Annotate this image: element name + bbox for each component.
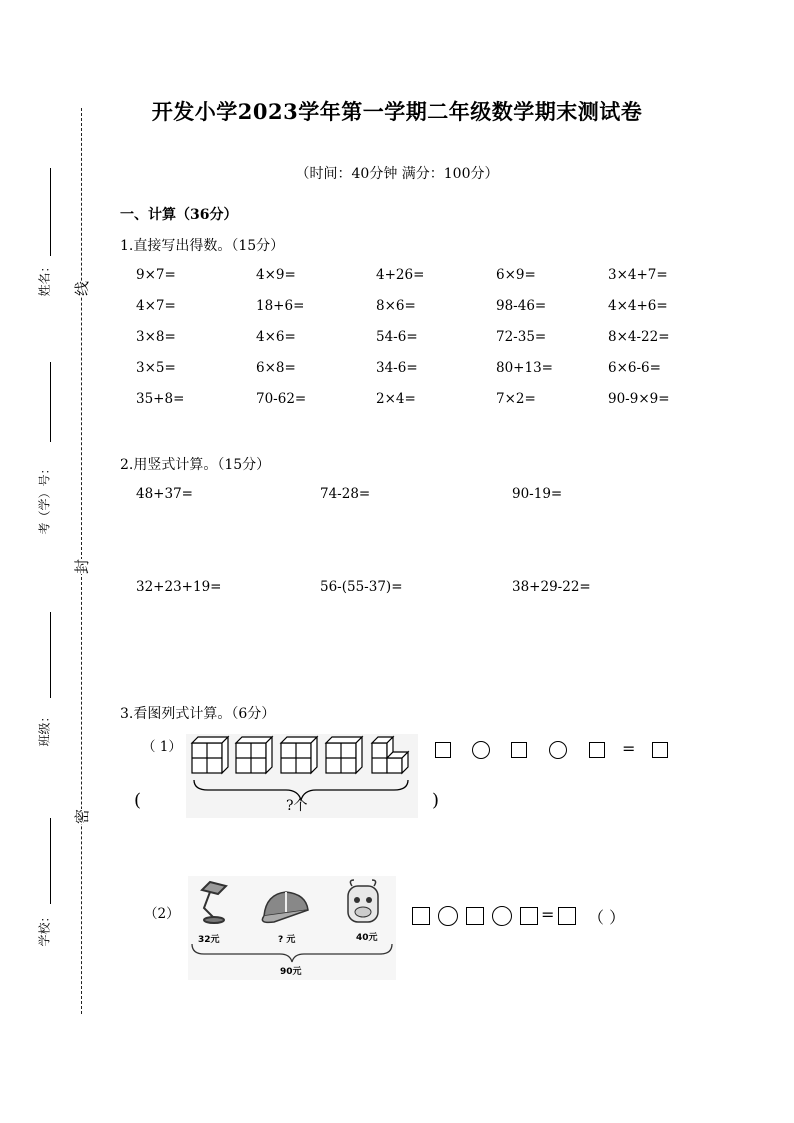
equals-sign: =	[622, 739, 636, 758]
problem-cell: 3×8=	[136, 329, 176, 345]
vertical-problem: 38+29-22=	[512, 579, 591, 595]
problem-cell: 90-9×9=	[608, 391, 670, 407]
class-field[interactable]	[50, 612, 51, 698]
answer-box[interactable]	[466, 907, 484, 925]
price-total: 90元	[280, 967, 302, 977]
q1-label: （ 1）	[142, 739, 182, 755]
problem-cell: 98-46=	[496, 298, 547, 314]
equals-sign: =	[541, 905, 555, 924]
answer-box[interactable]	[520, 907, 538, 925]
vertical-problem: 90-19=	[512, 486, 563, 502]
part-2-heading: 2.用竖式计算。（15分）	[120, 457, 271, 473]
problem-cell: 18+6=	[256, 298, 305, 314]
vertical-problem: 56-(55-37)=	[320, 579, 403, 595]
problem-cell: 2×4=	[376, 391, 416, 407]
answer-box[interactable]	[558, 907, 576, 925]
answer-box[interactable]	[511, 742, 527, 758]
price-cap: ? 元	[278, 935, 296, 945]
student-number-label: 考（学）号：	[37, 462, 52, 535]
page-title: 开发小学2023学年第一学期二年级数学期末测试卷	[151, 99, 643, 124]
problem-cell: 80+13=	[496, 360, 553, 376]
problem-cell: 34-6=	[376, 360, 418, 376]
class-label: 班级：	[37, 710, 52, 747]
problem-cell: 8×6=	[376, 298, 416, 314]
price-lamp: 32元	[198, 935, 220, 945]
answer-unit-paren[interactable]: （ ）	[588, 908, 626, 927]
problem-cell: 6×6-6=	[608, 360, 661, 376]
problem-cell: 3×4+7=	[608, 267, 668, 283]
cube-group-icon	[236, 737, 272, 773]
problem-cell: 4×4+6=	[608, 298, 668, 314]
problem-cell: 35+8=	[136, 391, 185, 407]
exam-info: （时间：40分钟 满分：100分）	[295, 166, 499, 182]
seal-char-feng: 封	[73, 558, 92, 575]
problem-cell: 72-35=	[496, 329, 547, 345]
problem-cell: 6×9=	[496, 267, 536, 283]
vertical-problem: 48+37=	[136, 486, 193, 502]
part-1-heading: 1.直接写出得数。（15分）	[120, 238, 285, 254]
vertical-problem: 32+23+19=	[136, 579, 222, 595]
operator-circle[interactable]	[492, 906, 512, 926]
q1-close-paren: )	[432, 790, 440, 811]
problem-cell: 8×4-22=	[608, 329, 670, 345]
answer-box[interactable]	[412, 907, 430, 925]
part-3-heading: 3.看图列式计算。（6分）	[120, 706, 276, 722]
problem-cell: 4×7=	[136, 298, 176, 314]
vertical-problem: 74-28=	[320, 486, 371, 502]
problem-cell: 4+26=	[376, 267, 425, 283]
section-1-heading: 一、计算（36分）	[120, 207, 238, 223]
cube-group-icon	[281, 737, 317, 773]
price-backpack: 40元	[356, 933, 378, 943]
q2-label: （2）	[144, 906, 180, 922]
operator-circle[interactable]	[438, 906, 458, 926]
problem-cell: 7×2=	[496, 391, 536, 407]
problem-cell: 9×7=	[136, 267, 176, 283]
seal-char-mi: 密	[73, 808, 92, 825]
q1-brace-label: ?个	[286, 798, 308, 814]
problem-cell: 6×8=	[256, 360, 296, 376]
cube-group-icon	[192, 737, 228, 773]
problem-cell: 3×5=	[136, 360, 176, 376]
problem-cell: 70-62=	[256, 391, 307, 407]
operator-circle[interactable]	[472, 741, 490, 759]
problem-cell: 54-6=	[376, 329, 418, 345]
problem-cell: 4×6=	[256, 329, 296, 345]
name-label: 姓名：	[37, 260, 52, 297]
student-number-field[interactable]	[50, 362, 51, 442]
answer-box[interactable]	[652, 742, 668, 758]
problem-cell: 4×9=	[256, 267, 296, 283]
school-field[interactable]	[50, 818, 51, 904]
cube-group-icon	[326, 737, 362, 773]
answer-box[interactable]	[435, 742, 451, 758]
seal-char-xian: 线	[73, 280, 92, 297]
school-label: 学校：	[37, 910, 52, 947]
operator-circle[interactable]	[549, 741, 567, 759]
q1-open-paren: (	[134, 790, 142, 811]
answer-box[interactable]	[589, 742, 605, 758]
